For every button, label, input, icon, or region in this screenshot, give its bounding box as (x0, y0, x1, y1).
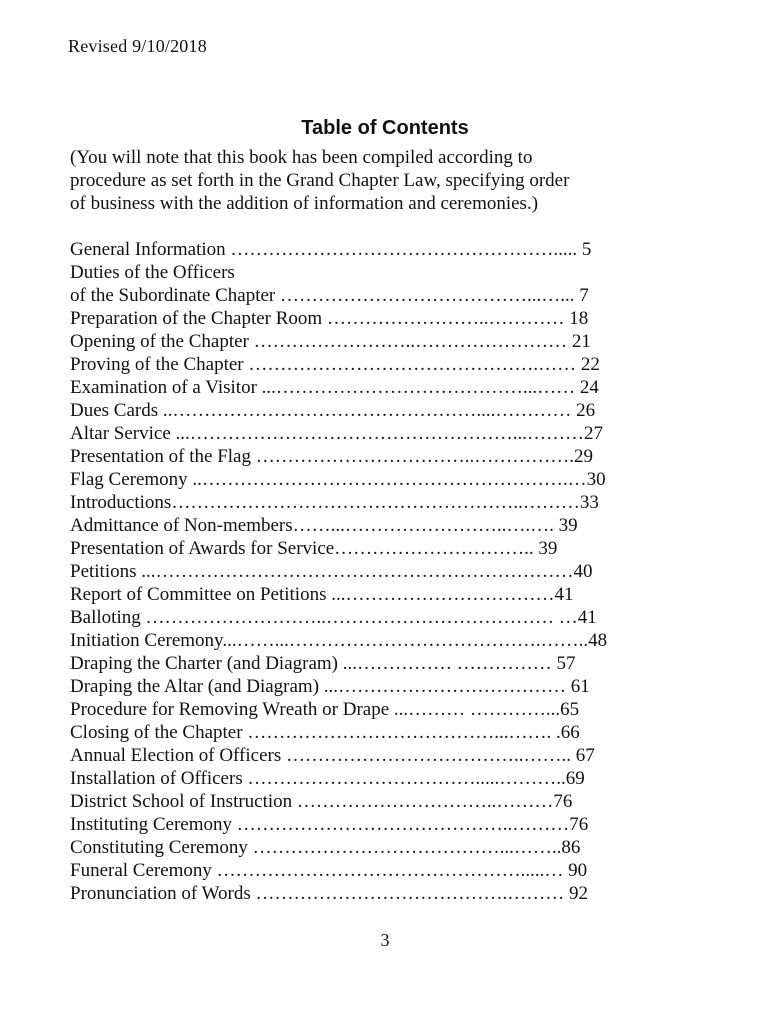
toc-entry-presentation-of-flag: Presentation of the Flag ……………………………..…………….29 (70, 446, 593, 467)
toc-entry-report-of-committee: Report of Committee on Petitions ...……………………………41 (70, 584, 574, 605)
toc-entry-preparation-of-chapter-room: Preparation of the Chapter Room ……………………..………… 18 (70, 308, 589, 329)
intro-line: procedure as set forth in the Grand Chapter Law, specifying order (70, 170, 570, 191)
toc-entry-flag-ceremony: Flag Ceremony ..………………………………………………….…30 (70, 469, 606, 490)
toc-entry-closing-of-chapter: Closing of the Chapter …………………………………...……. .66 (70, 722, 580, 743)
toc-entry-removing-wreath-or-drape: Procedure for Removing Wreath or Drape ...……… …………...65 (70, 699, 580, 720)
toc-entry-constituting-ceremony: Constituting Ceremony …………………………………...……..86 (70, 837, 581, 858)
toc-entry-initiation-ceremony: Initiation Ceremony...……...………………………………….……..48 (70, 630, 608, 651)
toc-entry-examination-of-visitor: Examination of a Visitor ...…………………………………...…… 24 (70, 377, 599, 398)
toc-entry-annual-election: Annual Election of Officers ………………………………..…….. 67 (70, 745, 595, 766)
toc-entry-installation-of-officers: Installation of Officers ……………………………….....………..69 (70, 768, 585, 789)
table-of-contents (70, 238, 700, 905)
toc-entry-draping-the-altar: Draping the Altar (and Diagram) ...……………………………… 61 (70, 676, 590, 697)
revised-date: Revised 9/10/2018 (68, 36, 207, 56)
toc-entry-duties-of-officers-cont: of the Subordinate Chapter …………………………………...…... 7 (70, 285, 589, 306)
toc-entry-district-school: District School of Instruction …………………………..………76 (70, 791, 573, 812)
toc-entry-presentation-of-awards: Presentation of Awards for Service………………………….. 39 (70, 538, 558, 559)
toc-entry-dues-cards: Dues Cards ..…………………………………………....………… 26 (70, 400, 596, 421)
toc-entry-general-information: General Information ……………………………………………..... 5 (70, 239, 592, 260)
intro-line: of business with the addition of information and ceremonies.) (70, 193, 539, 214)
page-number: 3 (380, 930, 390, 950)
toc-entry-duties-of-officers: Duties of the Officers (70, 262, 235, 283)
toc-entry-balloting: Balloting ………………………..……………………………… …41 (70, 607, 597, 628)
intro-line: (You will note that this book has been compiled according to (70, 147, 533, 168)
toc-entry-admittance-of-non-members: Admittance of Non-members……...……………………..….…. 39 (70, 515, 578, 536)
page-title: Table of Contents (301, 117, 469, 139)
toc-entry-opening-of-chapter: Opening of the Chapter ……………………..…………………… 21 (70, 331, 591, 352)
toc-entry-pronunciation-of-words: Pronunciation of Words ………………………………….……… 92 (70, 883, 588, 904)
toc-entry-altar-service: Altar Service ...……………………………………………...………27 (70, 423, 604, 444)
toc-entry-draping-the-charter: Draping the Charter (and Diagram) ...…………… …………… 57 (70, 653, 576, 674)
toc-entry-introductions: Introductions………………………………………………..………33 (70, 492, 599, 513)
toc-entry-petitions: Petitions ...…………………………………………………………40 (70, 561, 593, 582)
toc-entry-funeral-ceremony: Funeral Ceremony ………………………………………….....… 90 (70, 860, 588, 881)
toc-entry-proving-of-chapter: Proving of the Chapter ……………………………………….…… 22 (70, 354, 600, 375)
toc-entry-instituting-ceremony: Instituting Ceremony ……………………………………..………76 (70, 814, 589, 835)
intro-note (70, 146, 710, 215)
